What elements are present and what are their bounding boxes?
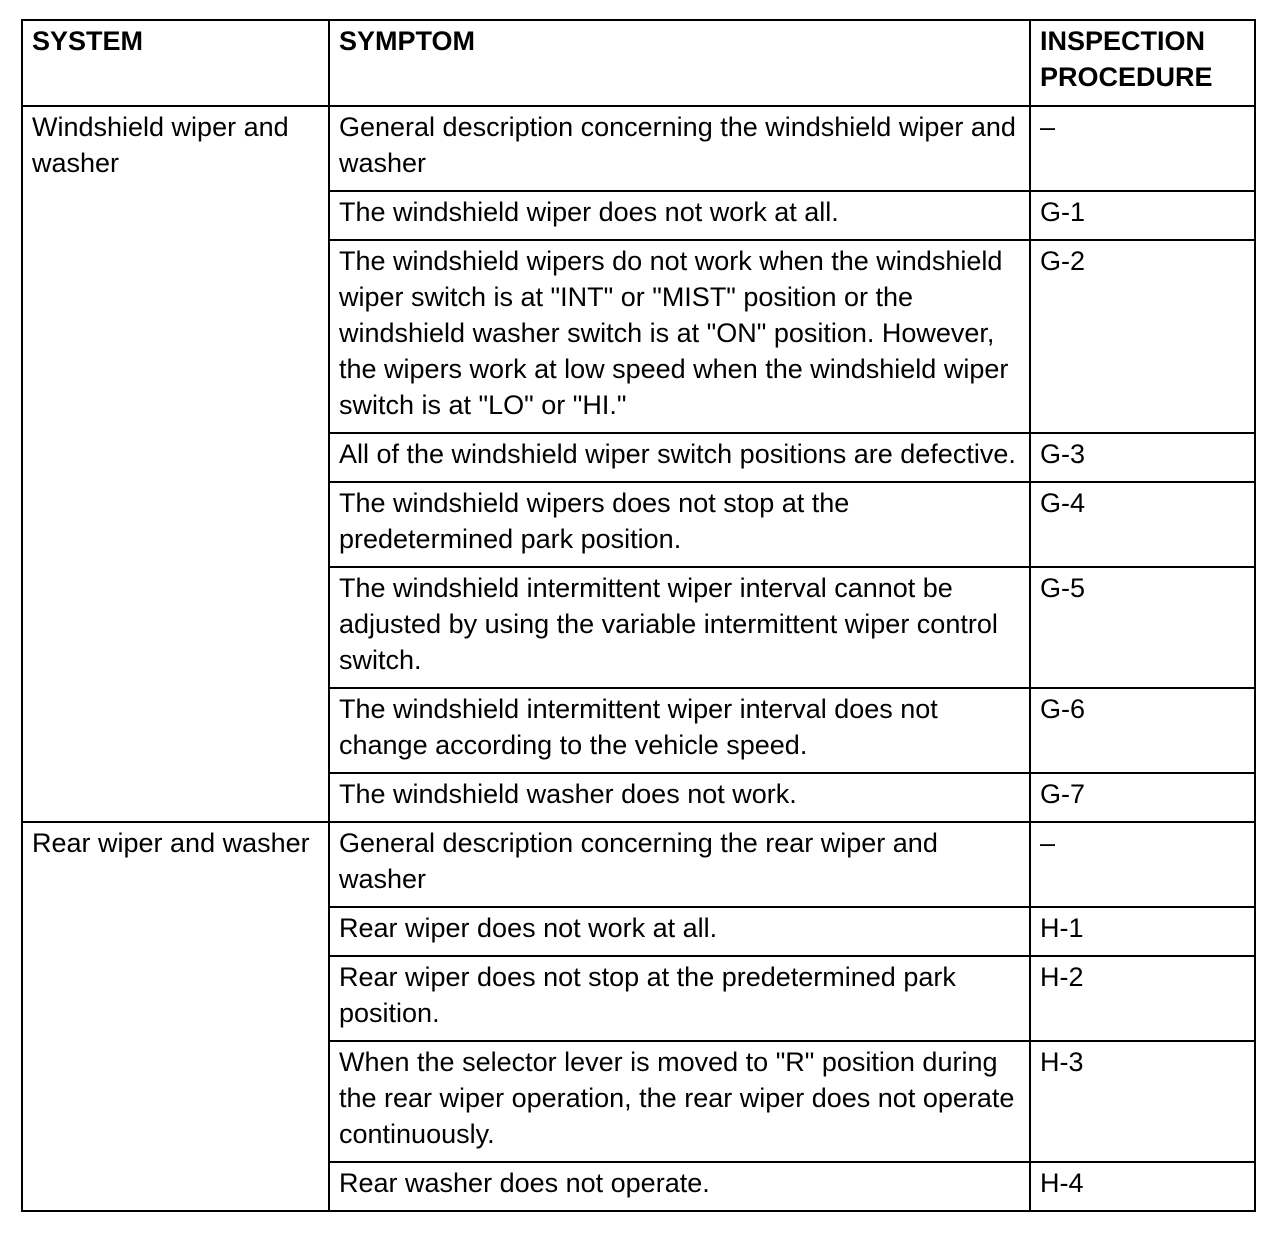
symptom-cell: Rear wiper does not work at all. bbox=[329, 907, 1030, 956]
procedure-cell: G-5 bbox=[1030, 567, 1255, 688]
symptom-cell: The windshield wipers do not work when the windshield wiper switch is at "INT" or "MIST" position or the windshield washer switch is at "ON" position. However, the wipers work at low speed when the windshield wiper switch is at "LO" or "HI." bbox=[329, 240, 1030, 433]
procedure-cell: H-4 bbox=[1030, 1162, 1255, 1211]
symptom-cell: When the selector lever is moved to "R" position during the rear wiper operation, the rear wiper does not operate continuously. bbox=[329, 1041, 1030, 1162]
symptom-cell: The windshield wiper does not work at all. bbox=[329, 191, 1030, 240]
symptom-cell: The windshield washer does not work. bbox=[329, 773, 1030, 822]
header-row bbox=[22, 20, 1255, 106]
procedure-cell: H-1 bbox=[1030, 907, 1255, 956]
symptom-cell: All of the windshield wiper switch positions are defective. bbox=[329, 433, 1030, 482]
procedure-cell: G-6 bbox=[1030, 688, 1255, 773]
symptom-cell: General description concerning the rear wiper and washer bbox=[329, 822, 1030, 907]
table-row bbox=[22, 822, 1255, 907]
header-symptom: SYMPTOM bbox=[329, 20, 1030, 106]
symptom-cell: General description concerning the windshield wiper and washer bbox=[329, 106, 1030, 191]
procedure-cell: G-1 bbox=[1030, 191, 1255, 240]
table-row bbox=[22, 106, 1255, 191]
symptom-cell: Rear washer does not operate. bbox=[329, 1162, 1030, 1211]
procedure-cell: G-2 bbox=[1030, 240, 1255, 433]
symptom-cell: The windshield wipers does not stop at the predetermined park position. bbox=[329, 482, 1030, 567]
symptom-cell: Rear wiper does not stop at the predetermined park position. bbox=[329, 956, 1030, 1041]
symptom-cell: The windshield intermittent wiper interval cannot be adjusted by using the variable intermittent wiper control switch. bbox=[329, 567, 1030, 688]
procedure-cell: H-3 bbox=[1030, 1041, 1255, 1162]
procedure-cell: G-3 bbox=[1030, 433, 1255, 482]
procedure-cell: – bbox=[1030, 822, 1255, 907]
header-inspection-procedure: INSPECTION PROCEDURE bbox=[1030, 20, 1255, 106]
system-cell-windshield: Windshield wiper and washer bbox=[22, 106, 329, 822]
system-cell-rear: Rear wiper and washer bbox=[22, 822, 329, 1211]
procedure-cell: G-7 bbox=[1030, 773, 1255, 822]
troubleshooting-table bbox=[21, 19, 1256, 1212]
symptom-cell: The windshield intermittent wiper interval does not change according to the vehicle speed. bbox=[329, 688, 1030, 773]
procedure-cell: G-4 bbox=[1030, 482, 1255, 567]
procedure-cell: – bbox=[1030, 106, 1255, 191]
procedure-cell: H-2 bbox=[1030, 956, 1255, 1041]
header-system: SYSTEM bbox=[22, 20, 329, 106]
